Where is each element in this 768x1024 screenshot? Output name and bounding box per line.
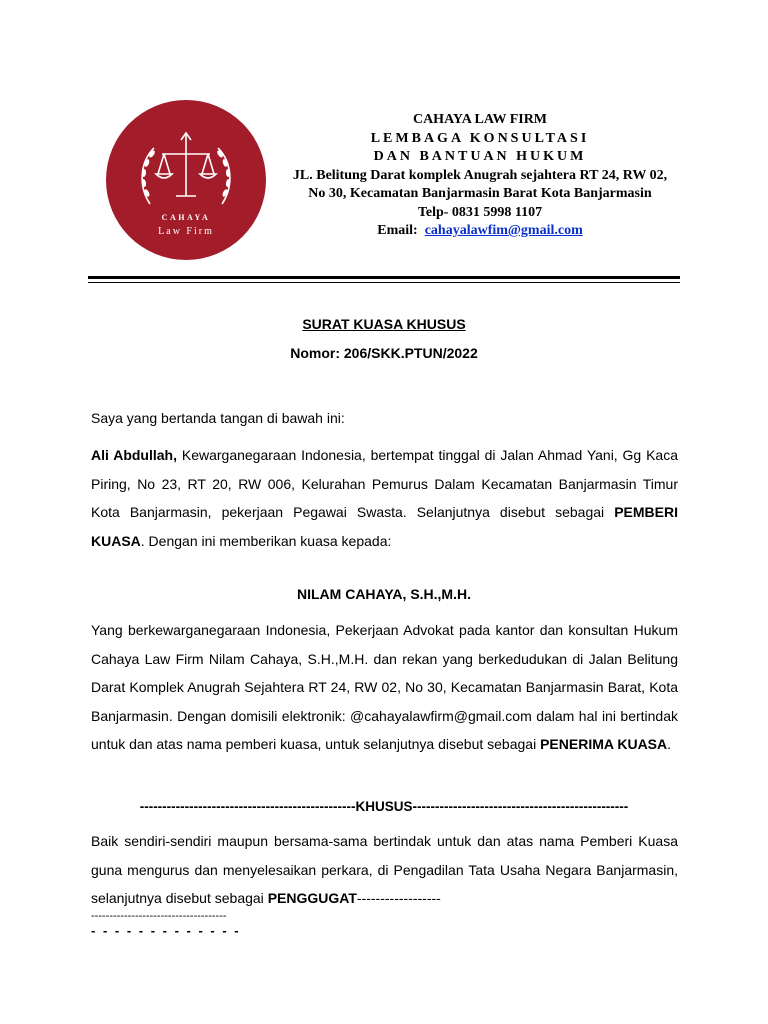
letterhead-line2: LEMBAGA KONSULTASI [370,130,590,146]
phone: Telp- 0831 5998 1107 [417,204,543,220]
document-title: SURAT KUASA KHUSUS [302,316,466,332]
header-divider-thin [88,282,680,283]
grantor-paragraph [91,441,678,555]
email-label: Email: [377,223,418,238]
letterhead-line3: DAN BANTUAN HUKUM [373,149,587,164]
grantor-role: PEMBERI KUASA [91,504,678,549]
grantor-name: Ali Abdullah, [91,447,177,463]
recipient-details: Yang berkewarganegaraan Indonesia, Pekerjaan Advokat pada kantor dan konsultan Hukum Cahaya Law Firm Nilam Cahaya, S.H.,M.H. dan rekan yang berkedudukan di Jalan Belitung Darat Komplek Anugrah Sejahtera RT 24, RW 02, No 30, Kecamatan Banjarmasin Barat, Kota Banjarmasin. Dengan domisili elektronik: @cahayalawfirm@gmail.com dalam hal ini bertindak untuk dan atas nama pemberi kuasa, untuk selanjutnya disebut sebagai [91,622,678,752]
dash-line: ------------------------------------- [91,910,227,922]
recipient-role: PENERIMA KUASA [540,736,668,752]
firm-name: CAHAYA LAW FIRM [412,112,548,127]
document-number: Nomor: 206/SKK.PTUN/2022 [290,345,478,361]
mandate-paragraph [91,827,678,913]
mandate-tail: ------------------ [356,890,441,906]
address-line1: JL. Belitung Darat komplek Anugrah sejahtera RT 24, RW 02, [292,167,668,183]
mandate-role: PENGGUGAT [267,890,357,906]
address-line2: No 30, Kecamatan Banjarmasin Barat Kota Banjarmasin [308,186,652,201]
logo-name: CAHAYA [161,213,211,222]
grantor-details: Kewarganegaraan Indonesia, bertempat tinggal di Jalan Ahmad Yani, Gg Kaca Piring, No 23, RT 20, RW 006, Kelurahan Pemurus Dalam Kecamatan Banjarmasin Timur Kota Banjarmasin, pekerjaan Pegawai Swasta. Selanjutnya disebut sebagai [91,447,678,520]
logo-subtitle: Law Firm [158,226,214,237]
header-divider-thick [88,276,680,279]
intro-text: Saya yang bertanda tangan di bawah ini: [91,410,345,426]
letterhead [270,111,690,241]
email-link[interactable]: cahayalawfim@gmail.com [424,223,583,238]
recipient-name: NILAM CAHAYA, S.H.,M.H. [297,586,471,602]
mandate-text: Baik sendiri-sendiri maupun bersama-sama bertindak untuk dan atas nama Pemberi Kuasa guna mengurus dan menyelesaikan perkara, di Pengadilan Tata Usaha Negara Banjarmasin, selanjutnya disebut sebagai [91,833,678,906]
grantor-closing: . Dengan ini memberikan kuasa kepada: [140,532,392,549]
dash-line-bold: - - - - - - - - - - - - - [91,923,241,938]
email-line [270,222,690,241]
recipient-closing: . [667,736,672,752]
firm-logo [106,100,266,260]
recipient-paragraph [91,616,678,759]
khusus-separator: ------------------------------------------------KHUSUS------------------------------------------------ [139,799,629,814]
